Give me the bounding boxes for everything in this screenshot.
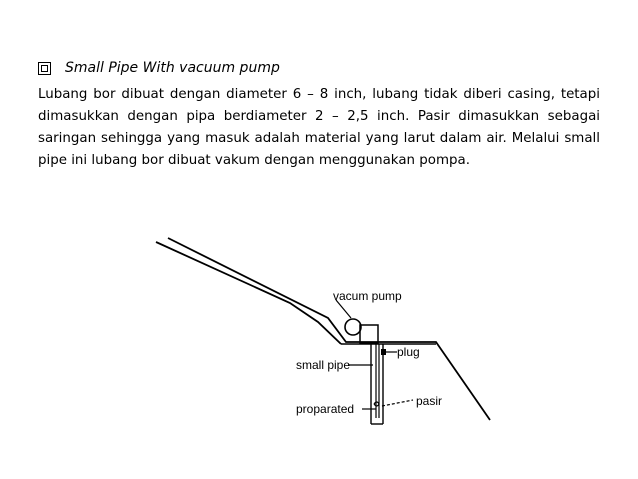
label-pasir: pasir [416, 394, 443, 408]
ground-surface-line [168, 238, 490, 420]
section-heading: Small Pipe With vacuum pump [65, 60, 280, 76]
label-vacuum-pump: vacum pump [333, 289, 402, 303]
body-paragraph: Lubang bor dibuat dengan diameter 6 – 8 inch, lubang tidak diberi casing, tetapi dimasukkan dengan pipa berdiameter 2 – 2,5 inch. Pasir dimasukkan sebagai saringan sehingga yang masuk adalah material yang larut dalam air. Melalui small pipe ini lubang bor dibuat vakum dengan menggunakan pompa. [38, 87, 600, 168]
vacuum-pump-icon [345, 319, 361, 335]
slope-lower-line [156, 242, 341, 344]
label-small-pipe: small pipe [296, 358, 351, 372]
pasir-leader [382, 400, 413, 406]
pump-housing [360, 325, 378, 343]
label-proparated: proparated [296, 402, 355, 416]
plug-mark [381, 349, 386, 355]
label-plug: plug [397, 345, 420, 359]
